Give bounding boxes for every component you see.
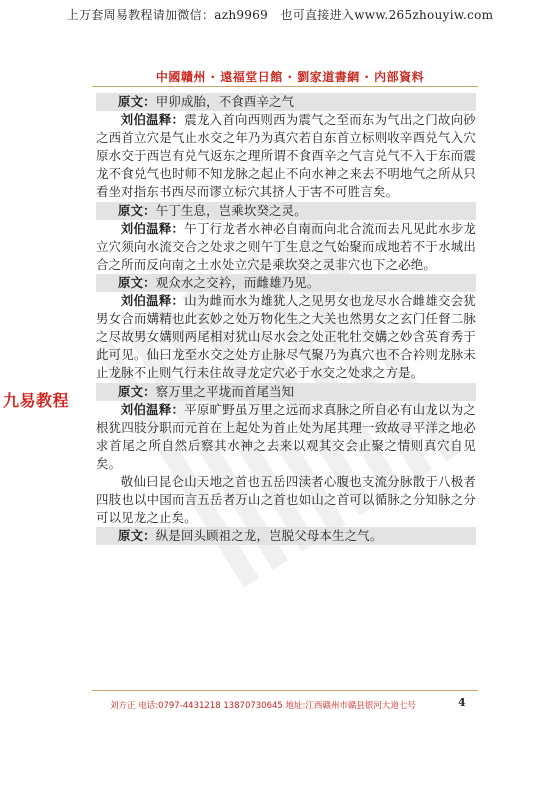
commentary-label: 刘伯温释：: [120, 112, 185, 128]
footer-contact: 刘方正 电话:0797-4431218 13870730645 地址:江西赣州市赣县银河大道七号: [110, 701, 416, 711]
original-label: 原文：: [118, 383, 156, 399]
original-text: 纵是回头顾祖之龙，岂脱父母本生之气。: [155, 528, 383, 544]
side-watermark-label: 九易教程: [3, 391, 70, 410]
commentary-block: [96, 292, 476, 382]
original-text: 甲卯成胎，不食酉辛之气: [155, 94, 295, 109]
commentary-label: 刘伯温释：: [120, 401, 185, 417]
original-text: 观众水之交衿，而雌雄乃见。: [155, 274, 320, 290]
commentary-label: 刘伯温释：: [120, 220, 185, 236]
document-body: [96, 93, 476, 545]
promo-banner: 上万套周易教程请加微信：azh9969 也可直接进入www.265zhouyiw.com: [66, 8, 494, 22]
original-text: 午丁生息，岂乘坎癸之灵。: [155, 202, 307, 218]
commentary-text: 震龙入首向西则西为震气之至而东为气出之门故向砂之西首立穴是气止水交之年乃为真穴若自东首立标则收辛酉兑气入穴原水交于西岂有兑气返东之理所谓不食酉辛之气言兑气不入于东而震龙不食兑气也时师不知龙脉之起止不向水神之来去不明地气之所从只看坐对指东书西尽而谬立标穴其挤人于害不可胜言矣。: [96, 112, 476, 200]
footer-divider: [92, 690, 478, 691]
page-number: 4: [458, 696, 466, 709]
original-text-block: [96, 383, 476, 401]
original-text: 察万里之平垅而首尾当知: [155, 383, 295, 399]
original-text-block: [96, 274, 476, 292]
original-text-block: [96, 93, 476, 111]
original-text-block: [96, 527, 476, 545]
commentary-block: [96, 111, 476, 201]
commentary-label: 刘伯温释：: [120, 293, 185, 309]
commentary-block: [96, 401, 476, 473]
header-divider: [92, 86, 478, 87]
original-label: 原文：: [118, 202, 156, 218]
body-paragraph: 敬仙曰昆仑山天地之首也五岳四渎者心腹也支流分脉散于八极者四肢也以中国而言五岳者万山之首也如山之首可以循脉之分知脉之分可以见龙之止矣。: [96, 473, 476, 526]
original-label: 原文：: [118, 274, 156, 290]
commentary-text: 午丁行龙者水神必自南而向北合流而去凡见此水步龙立穴须向水流交合之处求之则午丁生息之气始聚而成地若不于水城出合之所而反向南之土水处立穴是乘坎癸之灵非穴也下之必绝。: [96, 220, 476, 272]
original-label: 原文：: [118, 528, 156, 544]
commentary-text: 山为雌而水为雄犹人之见男女也龙尽水合雌雄交会犹男女合而媾精也此玄妙之处万物化生之大关也然男女之玄门任督二脉之尽故男女媾则两尾相对犹山尽水会之处正牝牡交媾之妙含英育秀于此可见。仙曰龙至水交之处方止脉尽气聚乃为真穴也不合衿则龙脉未止龙脉不止则气行未住故寻龙定穴必于水交之处求之方是。: [96, 293, 476, 381]
original-label: 原文：: [118, 94, 156, 109]
running-header: 中國贛州 · 遠福堂日館 · 劉家道書網 · 内部資料: [155, 70, 425, 84]
commentary-text: 平原旷野虽万里之远而求真脉之所自必有山龙以为之根犹四肢分职而元首在上起处为首止处为尾其理一致故寻平洋之地必求首尾之所自然后察其水神之去来以观其交会止聚之情则真穴自见矣。: [96, 401, 476, 471]
original-text-block: [96, 202, 476, 220]
commentary-block: [96, 220, 476, 274]
